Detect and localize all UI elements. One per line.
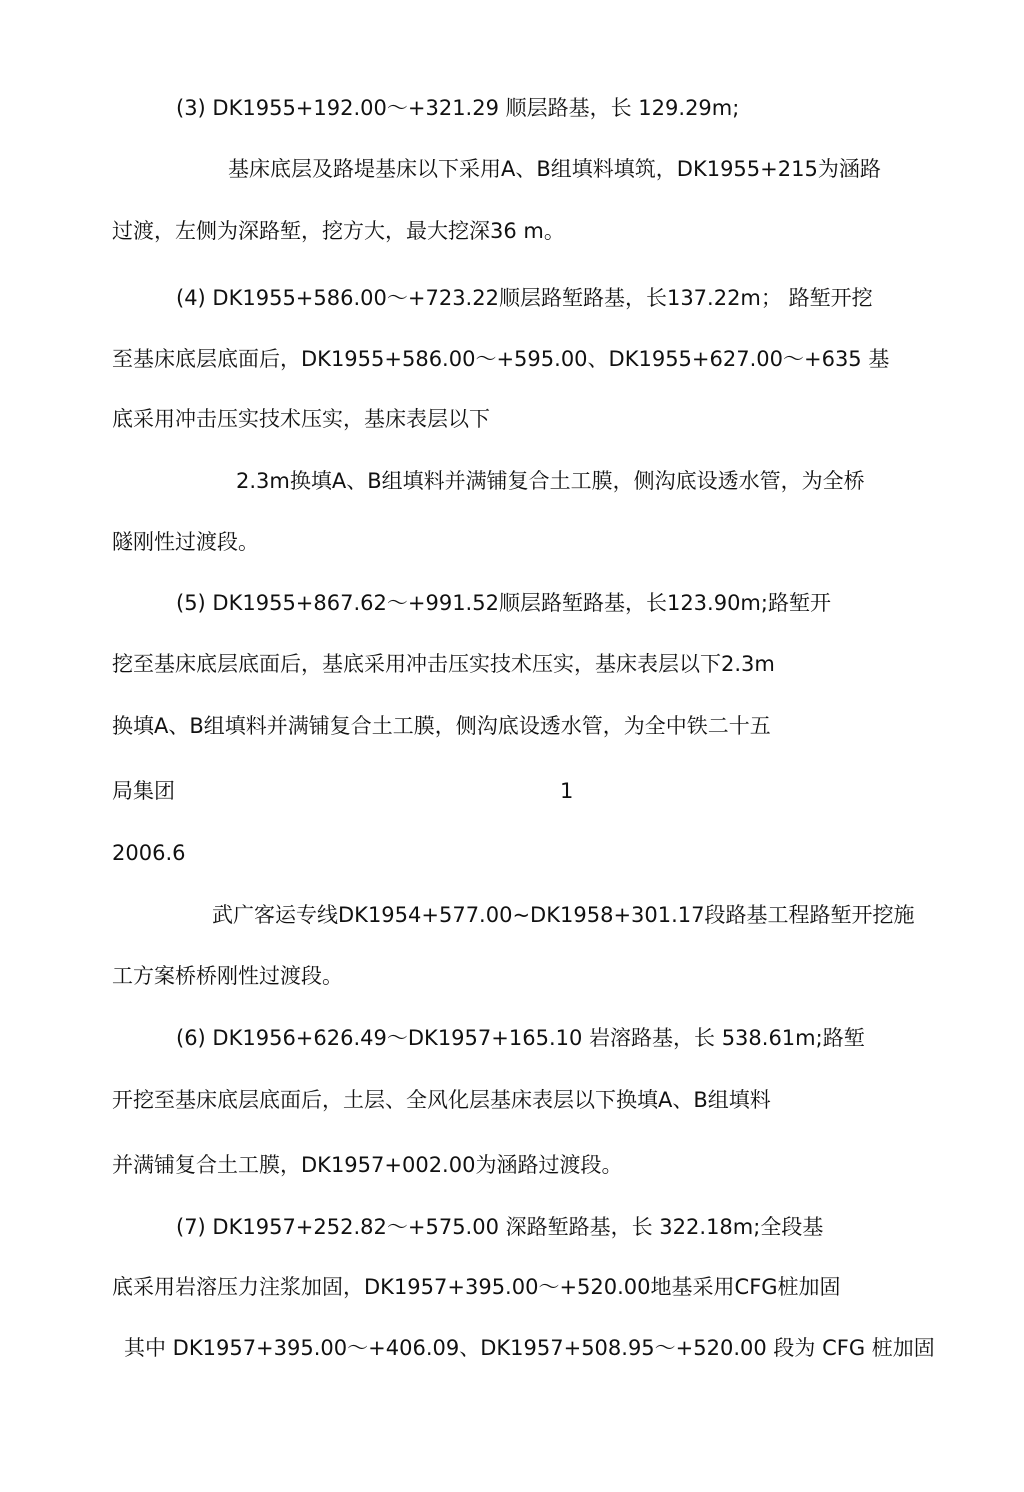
item-7-paragraph-line: 其中 DK1957+395.00～+406.09、DK1957+508.95～+520.00 段为 CFG 桩加固 xyxy=(124,1336,935,1360)
running-header: 武广客运专线DK1954+577.00~DK1958+301.17段路基工程路堑开挖施 xyxy=(212,903,915,927)
item-5-heading: (5) DK1955+867.62～+991.52顺层路堑路基，长123.90m;路堑开 xyxy=(176,591,831,615)
item-3-paragraph-line: 基床底层及路堤基床以下采用A、B组填料填筑，DK1955+215为涵路 xyxy=(228,157,881,181)
item-7-paragraph-line: 底采用岩溶压力注浆加固，DK1957+395.00～+520.00地基采用CFG桩加固 xyxy=(112,1275,841,1299)
item-3-heading: (3) DK1955+192.00～+321.29 顺层路基，长 129.29m; xyxy=(176,96,740,120)
item-6-paragraph-line: 并满铺复合土工膜，DK1957+002.00为涵路过渡段。 xyxy=(112,1153,623,1177)
item-4-paragraph-line: 隧刚性过渡段。 xyxy=(112,530,259,554)
footer-company: 局集团 xyxy=(112,779,175,803)
running-header-cont: 工方案桥桥刚性过渡段。 xyxy=(112,964,343,988)
item-4-paragraph-line: 至基床底层底面后，DK1955+586.00～+595.00、DK1955+627.00～+635 基 xyxy=(112,347,890,371)
item-6-heading: (6) DK1956+626.49～DK1957+165.10 岩溶路基，长 538.61m;路堑 xyxy=(176,1026,865,1050)
footer-date: 2006.6 xyxy=(112,841,186,865)
item-4-paragraph-line: 2.3m换填A、B组填料并满铺复合土工膜，侧沟底设透水管，为全桥 xyxy=(236,469,865,493)
item-4-heading: (4) DK1955+586.00～+723.22顺层路堑路基，长137.22m； 路堑开挖 xyxy=(176,286,873,310)
item-7-heading: (7) DK1957+252.82～+575.00 深路堑路基，长 322.18m;全段基 xyxy=(176,1215,824,1239)
page-number: 1 xyxy=(560,779,574,803)
item-6-paragraph-line: 开挖至基床底层底面后，土层、全风化层基床表层以下换填A、B组填料 xyxy=(112,1088,771,1112)
item-4-paragraph-line: 底采用冲击压实技术压实，基床表层以下 xyxy=(112,407,490,431)
item-5-paragraph-line: 挖至基床底层底面后，基底采用冲击压实技术压实，基床表层以下2.3m xyxy=(112,652,775,676)
item-3-paragraph-line: 过渡，左侧为深路堑，挖方大，最大挖深36 m。 xyxy=(112,219,565,243)
item-5-paragraph-line: 换填A、B组填料并满铺复合土工膜，侧沟底设透水管，为全中铁二十五 xyxy=(112,714,771,738)
